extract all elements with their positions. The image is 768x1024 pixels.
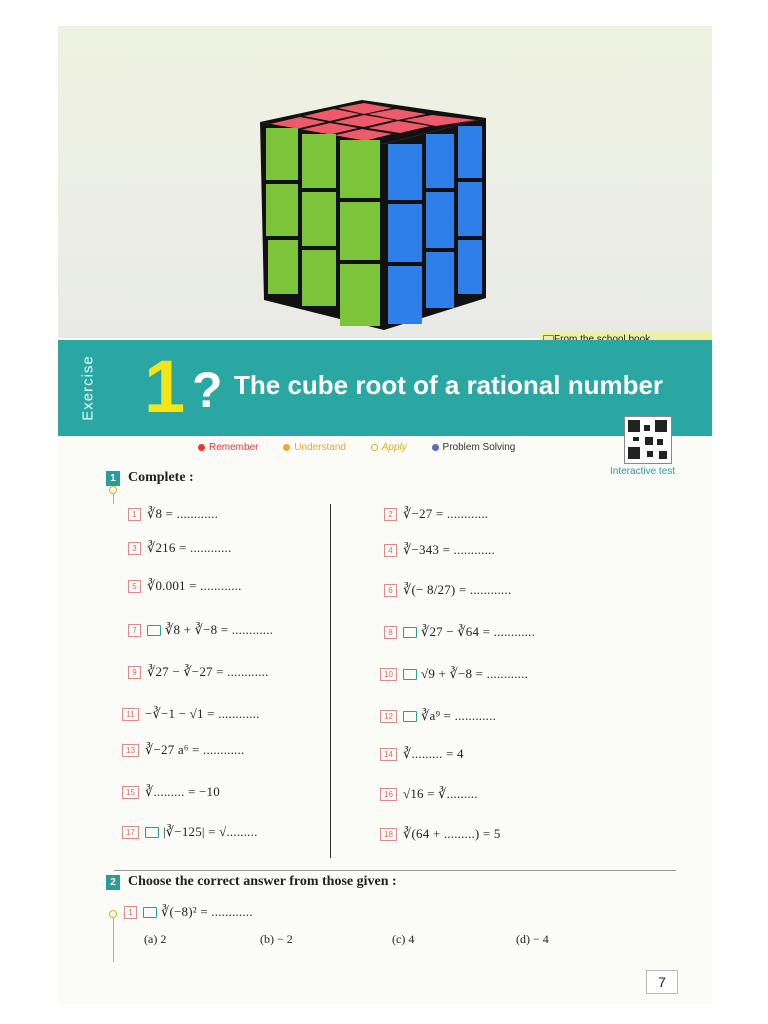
item-number: 10	[380, 668, 397, 681]
question-text: Choose the correct answer from those given :	[128, 874, 397, 889]
marker-line	[113, 918, 114, 962]
item-number: 5	[128, 580, 141, 593]
option-c[interactable]: (c) 4	[392, 932, 415, 946]
item-text: ∛−27 a⁶ = ............	[145, 742, 245, 757]
question-text: Complete :	[128, 470, 194, 485]
complete-item-5	[128, 578, 242, 594]
item-number: 1	[124, 906, 137, 919]
exercise-banner	[58, 340, 712, 436]
exercise-title: The cube root of a rational number	[234, 370, 664, 400]
book-icon	[403, 669, 417, 680]
item-number: 18	[380, 828, 397, 841]
book-icon	[147, 625, 161, 636]
question-mark-icon: ?	[192, 362, 223, 418]
legend-label: Apply	[381, 442, 407, 453]
item-text: ∛216 = ............	[147, 540, 232, 555]
section-divider	[114, 870, 676, 871]
item-number: 2	[384, 508, 397, 521]
legend-label: Remember	[209, 442, 259, 453]
item-number: 11	[122, 708, 139, 721]
item-text: −∛−1 − √1 = ............	[145, 706, 260, 721]
legend-item-understand	[283, 442, 346, 453]
book-icon	[145, 827, 159, 838]
page-number: 7	[646, 970, 678, 994]
item-text: ∛−343 = ............	[403, 542, 495, 557]
complete-item-8	[384, 624, 535, 640]
item-number: 15	[122, 786, 139, 799]
item-number: 3	[128, 542, 141, 555]
item-number: 14	[380, 748, 397, 761]
item-number: 1	[128, 508, 141, 521]
complete-item-15	[122, 784, 220, 800]
complete-item-17	[122, 824, 258, 840]
marker-line	[113, 494, 114, 504]
complete-item-10	[380, 666, 528, 682]
item-number: 17	[122, 826, 139, 839]
legend-item-apply	[371, 442, 407, 453]
choose-item-1	[124, 904, 253, 920]
item-text: ∛0.001 = ............	[147, 578, 242, 593]
item-number: 13	[122, 744, 139, 757]
complete-item-3	[128, 540, 231, 556]
complete-item-18	[380, 826, 501, 842]
item-text: √16 = ∛.........	[403, 786, 478, 801]
complete-item-14	[380, 746, 464, 762]
exercise-label: Exercise	[79, 355, 97, 421]
book-icon	[143, 907, 157, 918]
book-icon	[403, 711, 417, 722]
complete-item-11	[122, 706, 260, 722]
legend-item-remember	[198, 442, 258, 453]
legend-item-problem-solving	[432, 442, 516, 453]
item-number: 7	[128, 624, 141, 637]
item-text: ∛8 + ∛−8 = ............	[165, 622, 274, 637]
orange-dot-icon	[283, 444, 290, 451]
legend-label: Understand	[294, 442, 346, 453]
item-number: 4	[384, 544, 397, 557]
complete-item-16	[380, 786, 478, 802]
complete-item-1	[128, 506, 218, 522]
apply-marker-icon	[109, 910, 117, 918]
item-number: 9	[128, 666, 141, 679]
complete-item-7	[128, 622, 273, 638]
people-icon	[432, 444, 439, 451]
item-text: ∛8 = ............	[147, 506, 219, 521]
option-d[interactable]: (d) − 4	[516, 932, 549, 946]
complete-item-9	[128, 664, 269, 680]
item-number: 8	[384, 626, 397, 639]
apply-marker-icon	[109, 486, 117, 494]
column-divider	[330, 504, 331, 858]
item-text: ∛a⁹ = ............	[421, 708, 497, 723]
yellow-ring-icon	[371, 444, 378, 451]
complete-item-2	[384, 506, 488, 522]
item-text: ∛(64 + .........) = 5	[403, 826, 501, 841]
rubiks-cube-image	[254, 62, 534, 332]
exercise-number: 1	[144, 345, 186, 428]
complete-item-4	[384, 542, 495, 558]
item-text: ∛......... = 4	[403, 746, 464, 761]
item-text: |∛−125| = √.........	[163, 824, 258, 839]
complete-item-13	[122, 742, 244, 758]
item-number: 16	[380, 788, 397, 801]
item-number: 12	[380, 710, 397, 723]
textbook-page	[58, 26, 712, 1004]
cube-photo	[58, 26, 712, 338]
complete-item-6	[384, 582, 511, 598]
item-number: 6	[384, 584, 397, 597]
item-text: ∛27 − ∛64 = ............	[421, 624, 536, 639]
item-text: ∛......... = −10	[145, 784, 220, 799]
option-a[interactable]: (a) 2	[144, 932, 167, 946]
item-text: ∛−27 = ............	[403, 506, 489, 521]
item-text: √9 + ∛−8 = ............	[421, 666, 529, 681]
question-1-heading	[106, 470, 194, 486]
difficulty-legend	[198, 442, 537, 454]
option-b[interactable]: (b) − 2	[260, 932, 293, 946]
complete-item-12	[380, 708, 496, 724]
qr-label: Interactive test	[610, 466, 676, 477]
item-text: ∛(−8)² = ............	[161, 904, 253, 919]
legend-label: Problem Solving	[442, 442, 516, 453]
item-text: ∛(− 8/27) = ............	[403, 582, 512, 597]
question-2-heading	[106, 874, 397, 890]
book-icon	[403, 627, 417, 638]
qr-code[interactable]	[624, 416, 672, 464]
red-dot-icon	[198, 444, 205, 451]
item-text: ∛27 − ∛−27 = ............	[147, 664, 269, 679]
question-number-badge: 2	[106, 875, 120, 890]
question-number-badge: 1	[106, 471, 120, 486]
